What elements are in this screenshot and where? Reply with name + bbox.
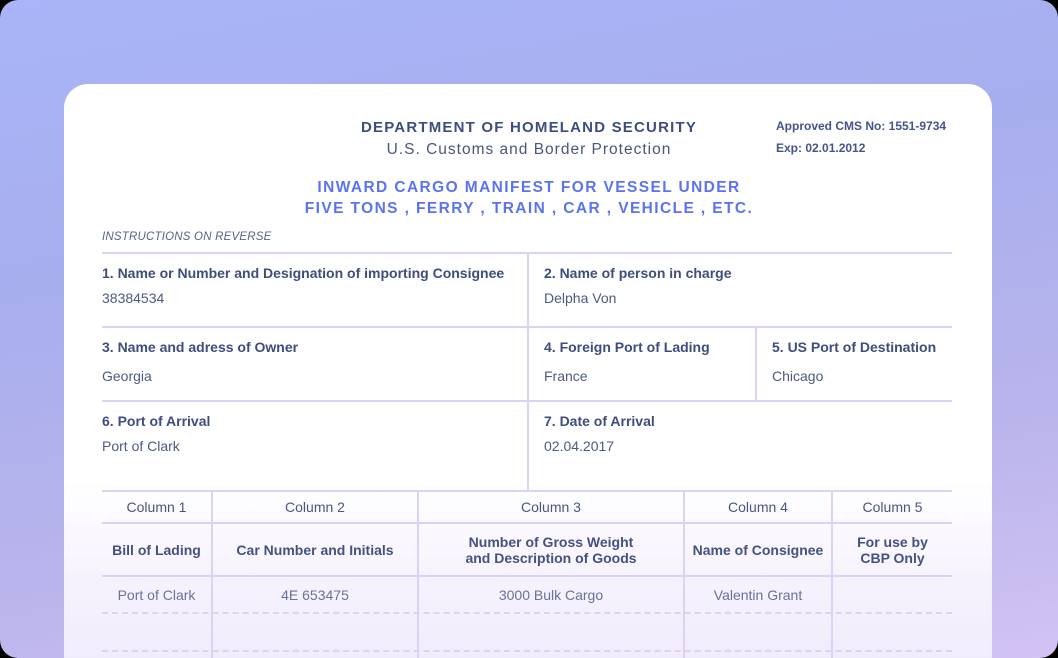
column-header-car-number: Car Number and Initials — [236, 541, 394, 558]
table-cell-car-number[interactable]: 4E 653475 — [281, 586, 349, 603]
table-cell-cbp-only[interactable] — [833, 577, 952, 612]
column-header-line: CBP Only — [860, 549, 925, 566]
column-number-1: Column 1 — [126, 499, 187, 515]
table-cell-gross-weight[interactable]: 3000 Bulk Cargo — [498, 586, 604, 603]
field-value: Georgia — [102, 368, 152, 384]
field-label: 6. Port of Arrival — [102, 413, 211, 429]
table-cell-bill-of-lading[interactable]: Port of Clark — [117, 586, 196, 603]
column-number-3: Column 3 — [521, 499, 581, 515]
field-label: 1. Name or Number and Designation of importing Consignee — [102, 265, 505, 281]
field-value: Chicago — [772, 368, 824, 384]
divider — [755, 327, 757, 401]
column-number-5: Column 5 — [862, 499, 923, 515]
expiration-date: Exp: 02.01.2012 — [776, 141, 866, 155]
table-cell-consignee[interactable]: Valentin Grant — [713, 586, 803, 603]
department-title: DEPARTMENT OF HOMELAND SECURITY — [360, 119, 698, 136]
field-value: France — [544, 368, 588, 384]
field-value: Delpha Von — [544, 290, 617, 306]
agency-subtitle: U.S. Customs and Border Protection — [386, 141, 672, 158]
field-us-port-of-destination[interactable] — [772, 339, 936, 384]
divider — [527, 253, 529, 491]
field-label: 7. Date of Arrival — [544, 413, 655, 429]
field-foreign-port-of-lading[interactable] — [544, 339, 710, 384]
field-label: 4. Foreign Port of Lading — [544, 339, 710, 355]
column-header-line: and Description of Goods — [465, 549, 637, 566]
field-label: 3. Name and adress of Owner — [102, 339, 299, 355]
field-date-of-arrival[interactable] — [544, 413, 655, 454]
field-person-in-charge[interactable] — [544, 265, 732, 306]
column-number-4: Column 4 — [728, 499, 788, 515]
table-cell-bill-of-lading[interactable] — [102, 614, 211, 650]
approved-cms-number: Approved CMS No: 1551-9734 — [776, 119, 947, 133]
column-header-gross-weight — [419, 524, 683, 575]
column-number-2: Column 2 — [285, 499, 345, 515]
table-cell-gross-weight[interactable] — [419, 614, 683, 650]
instructions-note: INSTRUCTIONS ON REVERSE — [102, 231, 272, 243]
column-header-cbp-only — [833, 524, 952, 575]
field-value: 38384534 — [102, 290, 165, 306]
table-cell-consignee[interactable] — [685, 614, 831, 650]
column-header-line: For use by — [857, 533, 928, 550]
field-label: 5. US Port of Destination — [772, 339, 937, 355]
column-header-consignee: Name of Consignee — [692, 541, 824, 558]
field-consignee-designation[interactable] — [102, 265, 504, 306]
column-header-line: Number of Gross Weight — [468, 533, 634, 550]
form-title-line2: FIVE TONS , FERRY , TRAIN , CAR , VEHICLE , ETC. — [304, 200, 754, 217]
field-value: Port of Clark — [102, 438, 180, 454]
field-value: 02.04.2017 — [544, 438, 615, 454]
table-row-divider-dashed — [102, 650, 952, 652]
field-owner[interactable] — [102, 339, 298, 384]
table-cell-car-number[interactable] — [213, 614, 417, 650]
table-cell-cbp-only[interactable] — [833, 614, 952, 650]
form-title-line1: INWARD CARGO MANIFEST FOR VESSEL UNDER — [317, 179, 741, 196]
column-header-bill-of-lading: Bill of Lading — [112, 541, 201, 558]
field-label: 2. Name of person in charge — [544, 265, 732, 281]
field-port-of-arrival[interactable] — [102, 413, 210, 454]
